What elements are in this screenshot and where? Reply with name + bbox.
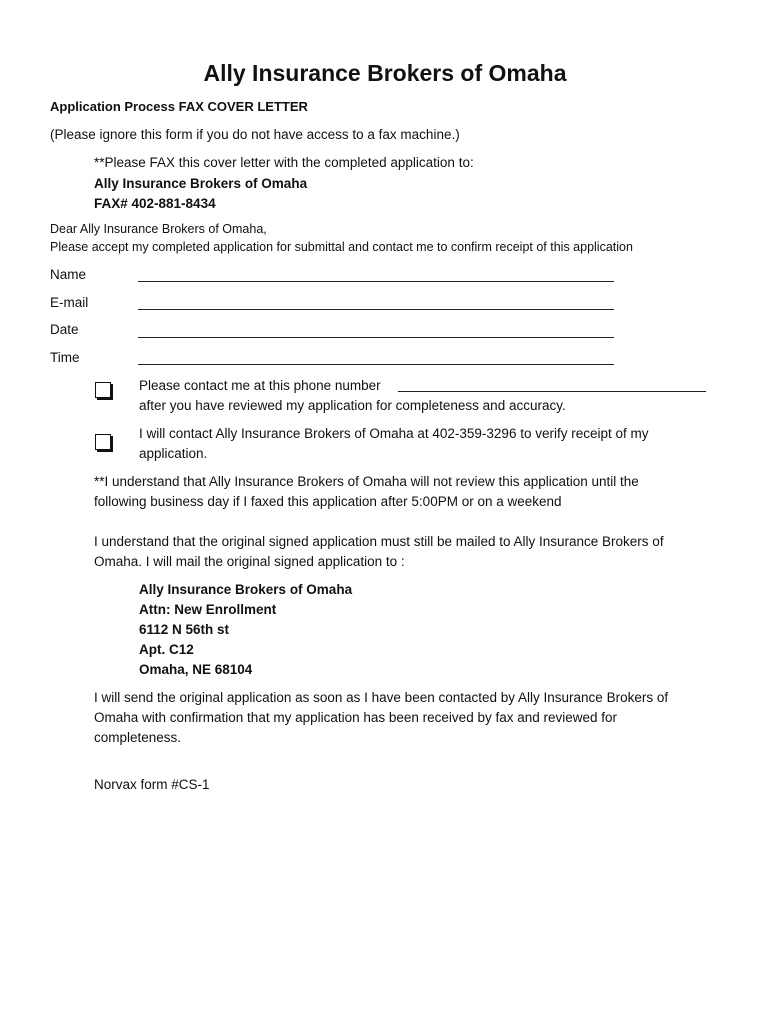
email-label: E-mail: [50, 295, 89, 310]
i-will-contact-text-2: application.: [139, 446, 208, 461]
contact-me-text-2: after you have reviewed my application for completeness and accuracy.: [139, 398, 566, 413]
form-subtitle: Application Process FAX COVER LETTER: [50, 99, 308, 114]
ignore-note: (Please ignore this form if you do not have access to a fax machine.): [50, 127, 460, 142]
mail-notice-2: Omaha. I will mail the original signed application to :: [94, 554, 405, 569]
i-will-contact-checkbox[interactable]: [95, 434, 111, 450]
closing-text: I will send the original application as soon as I have been contacted by Ally Insurance Brokers of: [94, 690, 669, 705]
address-line-1: Ally Insurance Brokers of Omaha: [139, 582, 353, 597]
time-field[interactable]: [138, 364, 614, 365]
address-line-5: Omaha, NE 68104: [139, 662, 253, 677]
i-will-contact-text: I will contact Ally Insurance Brokers of Omaha at 402-359-3296 to verify receipt of my: [139, 426, 649, 441]
review-notice: **I understand that Ally Insurance Brokers of Omaha will not review this application until the: [94, 474, 639, 489]
phone-number-field[interactable]: [398, 391, 706, 392]
email-field[interactable]: [138, 309, 614, 310]
contact-me-checkbox[interactable]: [95, 382, 111, 398]
form-number: Norvax form #CS-1: [94, 777, 210, 792]
name-label: Name: [50, 267, 87, 282]
fax-instruction: **Please FAX this cover letter with the completed application to:: [94, 155, 474, 170]
mail-notice: I understand that the original signed application must still be mailed to Ally Insurance Brokers of: [94, 534, 664, 549]
fax-company: Ally Insurance Brokers of Omaha: [94, 176, 308, 191]
time-label: Time: [50, 350, 80, 365]
address-line-4: Apt. C12: [139, 642, 194, 657]
salutation: Dear Ally Insurance Brokers of Omaha,: [50, 222, 267, 236]
closing-text-3: completeness.: [94, 730, 182, 745]
fax-number: FAX# 402-881-8434: [94, 196, 216, 211]
contact-me-text: Please contact me at this phone number: [139, 378, 381, 393]
closing-text-2: Omaha with confirmation that my application has been received by fax and reviewed for: [94, 710, 618, 725]
request-text: Please accept my completed application for submittal and contact me to confirm receipt of this application: [50, 240, 633, 254]
date-field[interactable]: [138, 337, 614, 338]
review-notice-2: following business day if I faxed this application after 5:00PM or on a weekend: [94, 494, 562, 509]
address-line-3: 6112 N 56th st: [139, 622, 230, 637]
address-line-2: Attn: New Enrollment: [139, 602, 277, 617]
page-title: Ally Insurance Brokers of Omaha: [203, 60, 567, 86]
date-label: Date: [50, 322, 79, 337]
name-field[interactable]: [138, 281, 614, 282]
